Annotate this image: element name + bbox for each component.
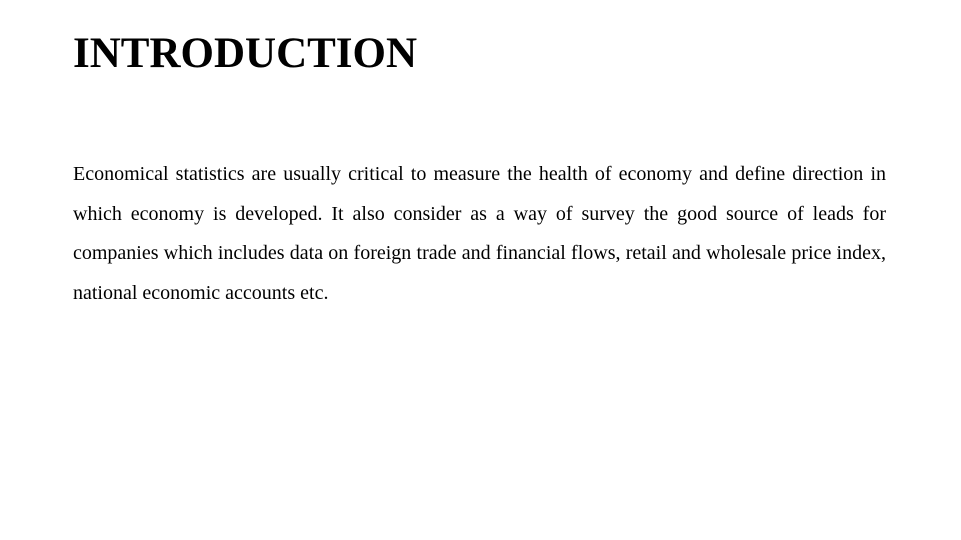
slide-title: INTRODUCTION — [73, 30, 418, 77]
slide-body-paragraph: Economical statistics are usually critical to measure the health of economy and define direction in which economy is developed. It also consider as a way of survey the good source of leads for companies which includes data on foreign trade and financial flows, retail and wholesale price index, national economic accounts etc. — [73, 163, 886, 304]
